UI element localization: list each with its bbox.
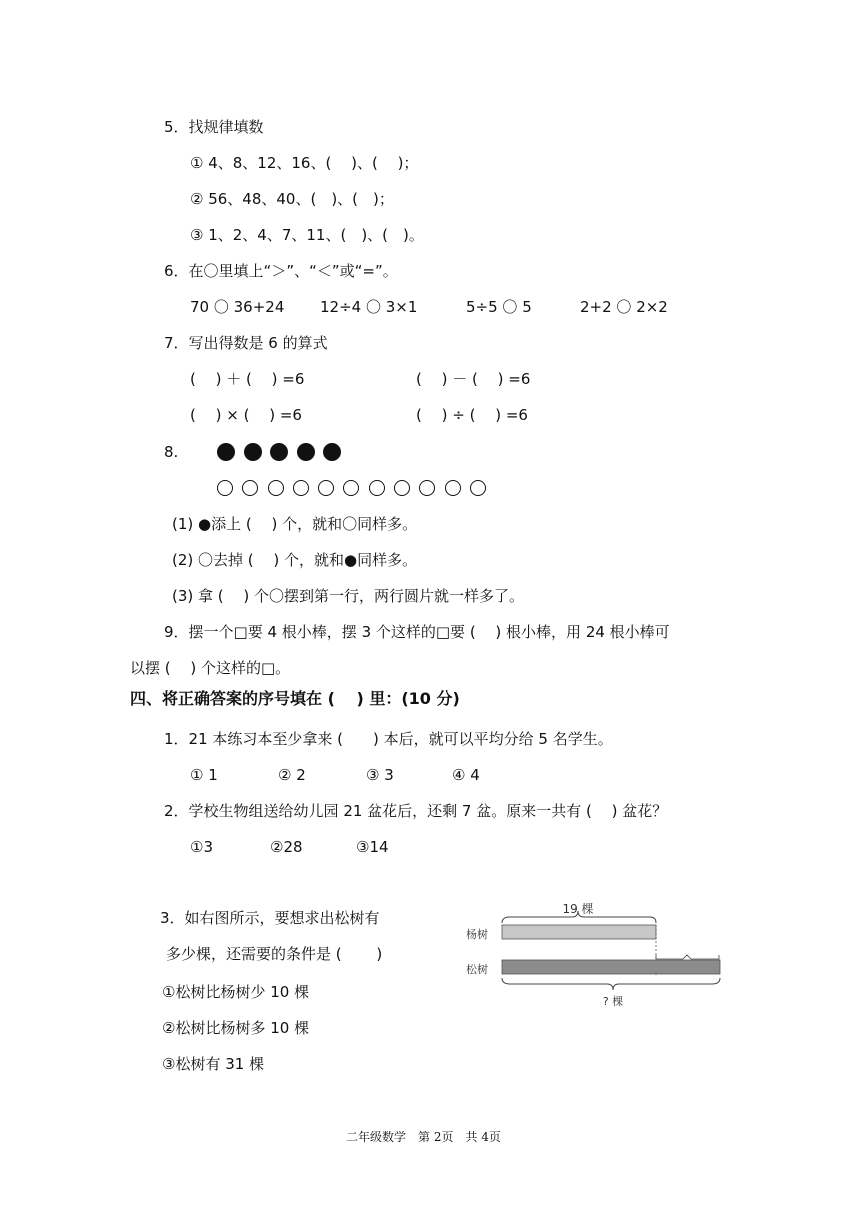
q6-compare-1: 70 〇 36+24 <box>190 298 285 316</box>
row-label-yang: 杨树 <box>466 928 488 941</box>
s4-q3-option-1: ①松树比杨树少 10 棵 <box>162 983 310 1001</box>
black-circle <box>217 443 235 461</box>
s4-q3-line-1: 3．如右图所示，要想求出松树有 <box>160 909 380 927</box>
white-circle <box>445 480 461 496</box>
bottom-brace <box>502 978 720 990</box>
white-circles-row <box>217 480 495 496</box>
q6-compare-4: 2+2 〇 2×2 <box>580 298 668 316</box>
q7-title: 7．写出得数是 6 的算式 <box>164 334 328 352</box>
diagram-top-label: 19 棵 <box>562 902 594 916</box>
difference-brace <box>656 955 719 959</box>
q9-line-1: 9．摆一个□要 4 根小棒，摆 3 个这样的□要 ( ) 根小棒，用 24 根小棒可 <box>164 623 670 641</box>
white-circle <box>343 480 359 496</box>
s4-q2-option-1: ①3 <box>190 838 213 856</box>
diagram-bottom-label: ? 棵 <box>602 995 624 1008</box>
black-circles-row <box>217 443 350 461</box>
s4-q2-option-2: ②28 <box>270 838 303 856</box>
s4-q2-text: 2．学校生物组送给幼儿园 21 盆花后，还剩 7 盆。原来一共有 ( ) 盆花？ <box>164 802 668 820</box>
tree-comparison-diagram <box>455 895 745 1025</box>
q7-addition: ( ) ＋ ( ) =6 <box>190 370 305 388</box>
white-circle <box>394 480 410 496</box>
s4-q2-option-3: ③14 <box>356 838 389 856</box>
s4-q3-line-2: 多少棵，还需要的条件是 ( ) <box>166 945 383 963</box>
s4-q3-option-3: ③松树有 31 棵 <box>162 1055 265 1073</box>
s4-q1-option-1: ① 1 <box>190 766 218 784</box>
q5-title: 5．找规律填数 <box>164 118 264 136</box>
white-circle <box>419 480 435 496</box>
q7-multiplication: ( ) × ( ) =6 <box>190 406 302 424</box>
q8-part-2: (2) 〇去掉 ( ) 个，就和●同样多。 <box>172 551 418 569</box>
s4-q1-option-2: ② 2 <box>278 766 306 784</box>
q8-part-1: (1) ●添上 ( ) 个，就和〇同样多。 <box>172 515 418 533</box>
white-circle <box>268 480 284 496</box>
q6-compare-2: 12÷4 〇 3×1 <box>320 298 418 316</box>
q6-title: 6．在〇里填上“＞”、“＜”或“=”。 <box>164 262 398 280</box>
page-footer: 二年级数学 第 2页 共 4页 <box>346 1130 501 1144</box>
q8-number: 8. <box>164 443 179 461</box>
white-circle <box>470 480 486 496</box>
white-circle <box>242 480 258 496</box>
yang-bar <box>502 925 656 939</box>
q6-compare-3: 5÷5 〇 5 <box>466 298 532 316</box>
s4-q3-option-2: ②松树比杨树多 10 棵 <box>162 1019 310 1037</box>
black-circle <box>323 443 341 461</box>
song-bar <box>502 960 720 974</box>
q5-sequence-3: ③ 1、2、4、7、11、( )、( )。 <box>190 226 424 244</box>
q9-line-2: 以摆 ( ) 个这样的□。 <box>130 659 291 677</box>
q7-division: ( ) ÷ ( ) =6 <box>416 406 528 424</box>
q5-sequence-1: ① 4、8、12、16、( )、( )； <box>190 154 419 172</box>
black-circle <box>244 443 262 461</box>
white-circle <box>318 480 334 496</box>
s4-q1-option-4: ④ 4 <box>452 766 480 784</box>
q8-part-3: (3) 拿 ( ) 个〇摆到第一行，两行圆片就一样多了。 <box>172 587 525 605</box>
q7-subtraction: ( ) － ( ) =6 <box>416 370 531 388</box>
white-circle <box>293 480 309 496</box>
white-circle <box>369 480 385 496</box>
white-circle <box>217 480 233 496</box>
q5-sequence-2: ② 56、48、40、( )、( )； <box>190 190 394 208</box>
black-circle <box>270 443 288 461</box>
black-circle <box>297 443 315 461</box>
row-label-song: 松树 <box>466 963 488 976</box>
section-4-heading: 四、将正确答案的序号填在 ( ) 里：(10 分) <box>130 689 460 708</box>
s4-q1-text: 1．21 本练习本至少拿来 ( ) 本后，就可以平均分给 5 名学生。 <box>164 730 613 748</box>
s4-q1-option-3: ③ 3 <box>366 766 394 784</box>
